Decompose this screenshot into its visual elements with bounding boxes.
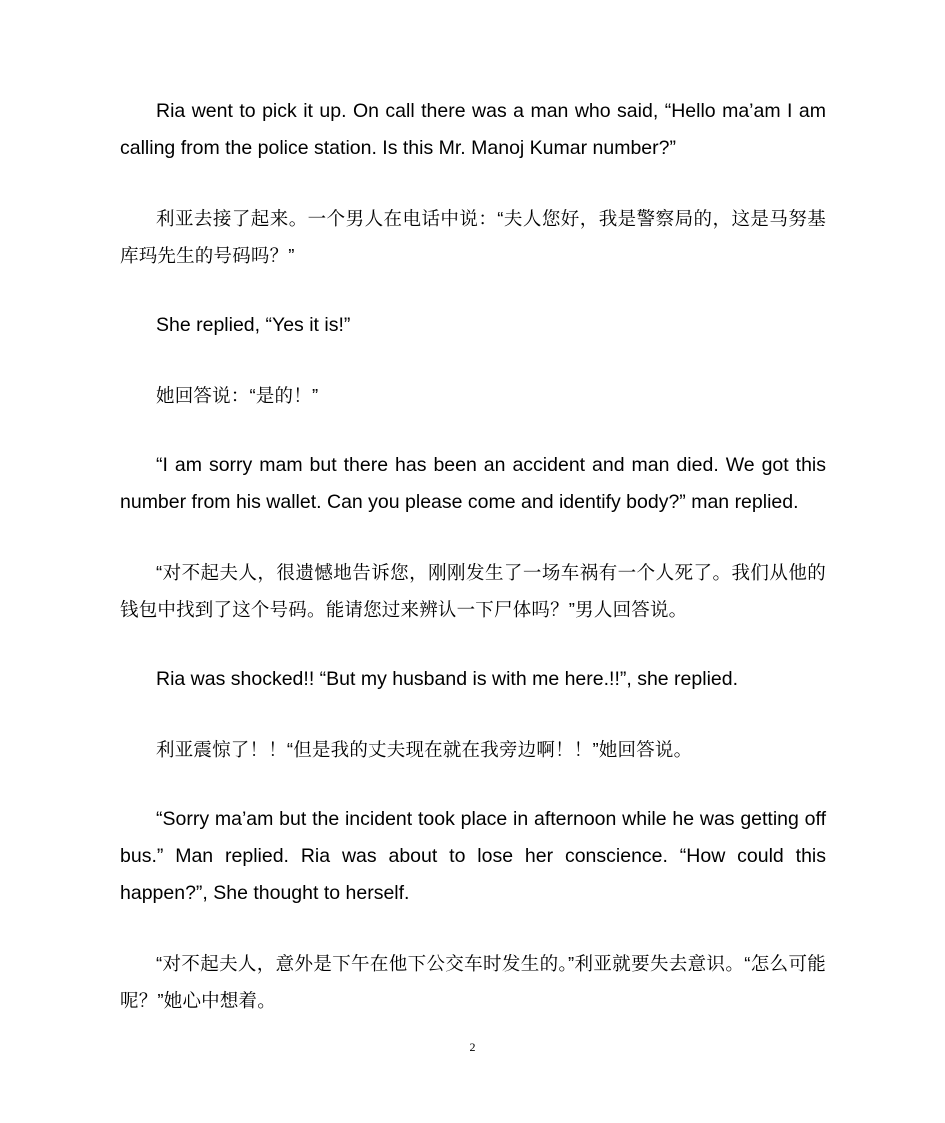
paragraph-zh: 她回答说：“是的！” — [156, 385, 319, 406]
paragraph-en: She replied, “Yes it is!” — [156, 314, 351, 336]
paragraph-en: “Sorry ma’am but the incident took place in afternoon while he was getting off bus.” Man replied. Ria was about to lose her conscience. “How could this happen?”, She thought to herself. — [120, 808, 826, 904]
paragraph-zh: 利亚震惊了！！“但是我的丈夫现在就在我旁边啊！！”她回答说。 — [156, 739, 693, 760]
document-body — [120, 93, 826, 1052]
paragraph-en: Ria was shocked!! “But my husband is with me here.!!”, she replied. — [156, 668, 739, 690]
paragraph-zh: “对不起夫人，意外是下午在他下公交车时发生的。”利亚就要失去意识。“怎么可能呢？”她心中想着。 — [120, 953, 826, 1011]
paragraph-en: “I am sorry mam but there has been an accident and man died. We got this number from his wallet. Can you please come and identify body?” man replied. — [120, 454, 826, 513]
page-number: 2 — [469, 1040, 476, 1054]
paragraph-zh: “对不起夫人，很遗憾地告诉您，刚刚发生了一场车祸有一个人死了。我们从他的钱包中找到了这个号码。能请您过来辨认一下尸体吗？”男人回答说。 — [120, 562, 826, 620]
paragraph-en: Ria went to pick it up. On call there was a man who said, “Hello ma’am I am calling from the police station. Is this Mr. Manoj Kumar number?” — [120, 100, 826, 159]
paragraph-zh: 利亚去接了起来。一个男人在电话中说：“夫人您好，我是警察局的，这是马努基库玛先生的号码吗？” — [120, 208, 826, 266]
